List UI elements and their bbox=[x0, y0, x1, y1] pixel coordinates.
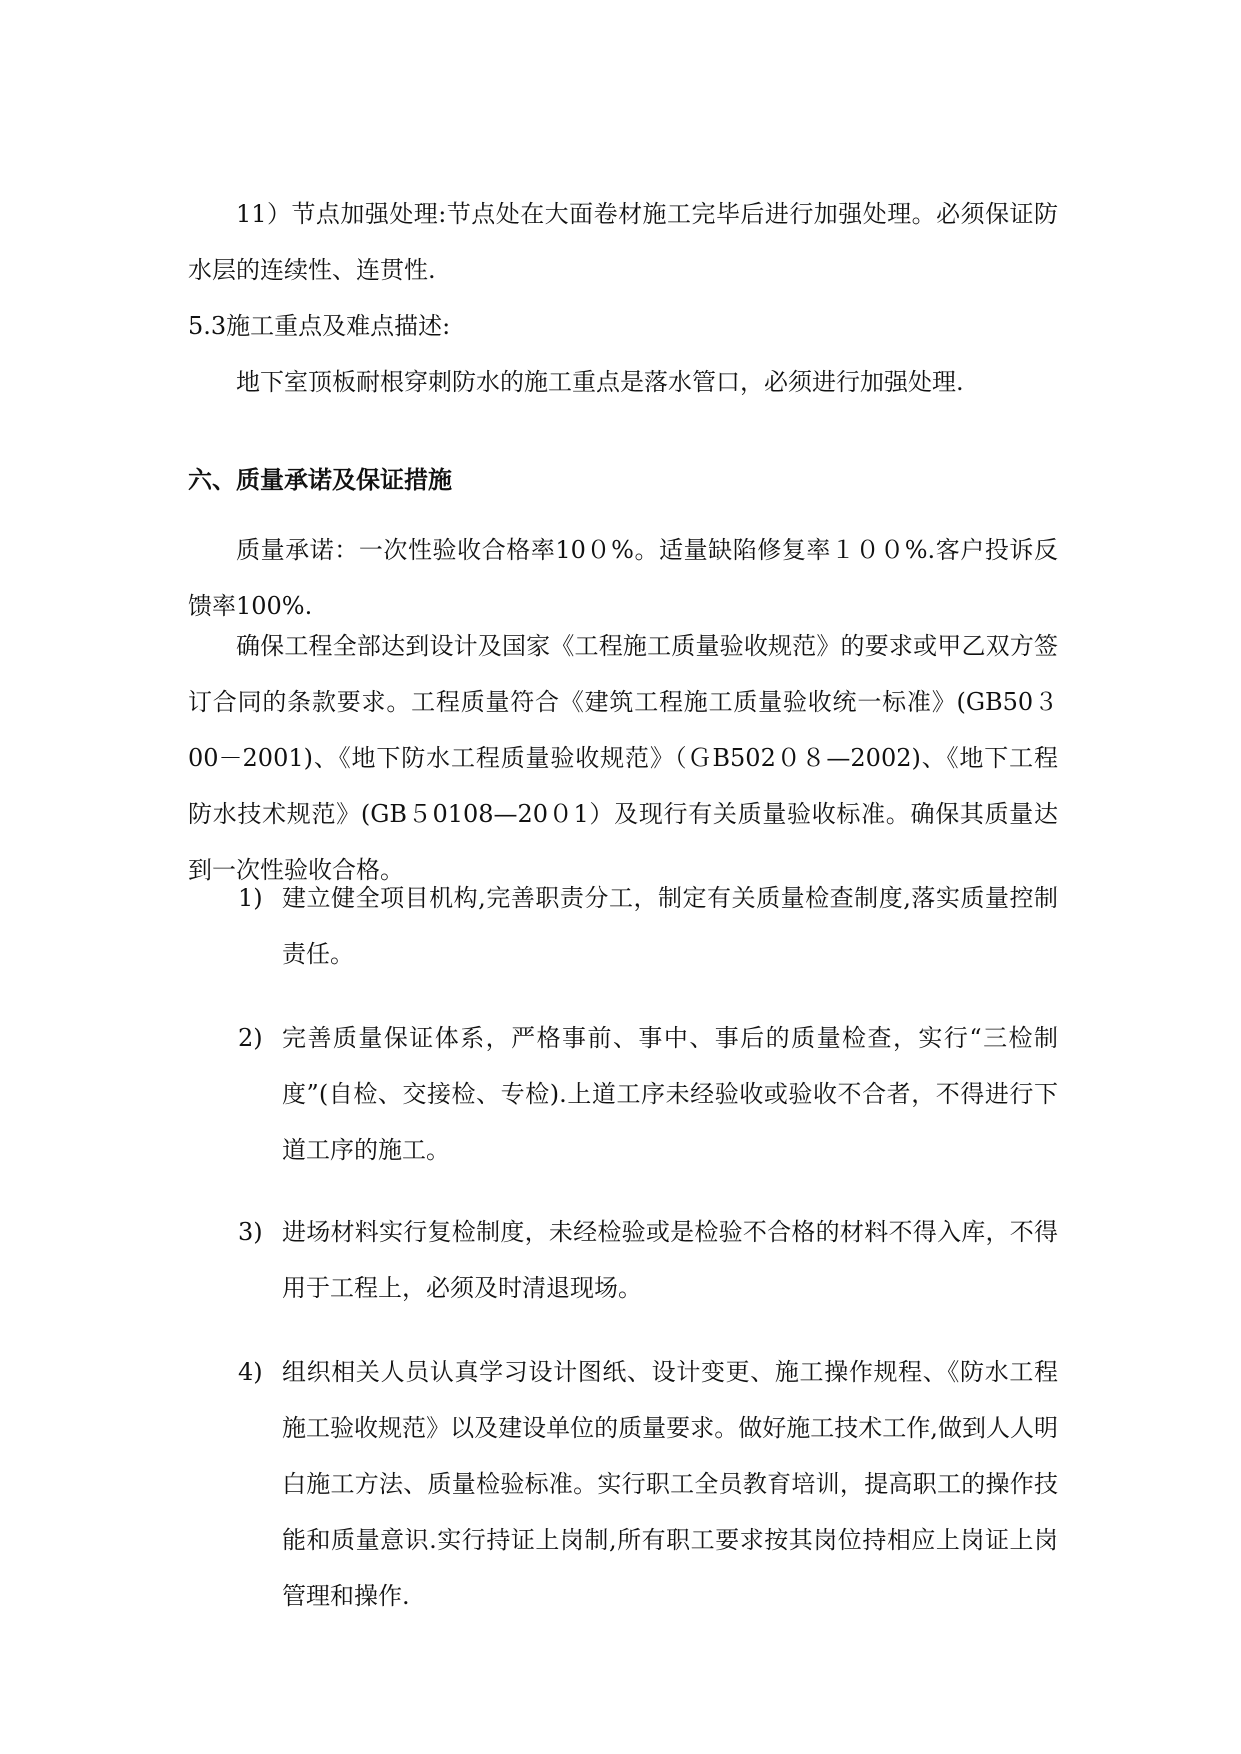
list-item-text: 完善质量保证体系，严格事前、事中、事后的质量检查，实行“三检制度”(自检、交接检、专检).上道工序未经验收或验收不合者，不得进行下道工序的施工。 bbox=[282, 1024, 1058, 1164]
list-item-text: 建立健全项目机构,完善职责分工，制定有关质量检查制度,落实质量控制责任。 bbox=[282, 884, 1058, 968]
list-item-text: 进场材料实行复检制度，未经检验或是检验不合格的材料不得入库，不得用于工程上，必须及时清退现场。 bbox=[282, 1218, 1058, 1302]
section-heading-quality: 六、质量承诺及保证措施 bbox=[188, 465, 452, 494]
subsection-heading-5-3: 5.3施工重点及难点描述: bbox=[188, 312, 451, 340]
paragraph-quality-standards: 确保工程全部达到设计及国家《工程施工质量验收规范》的要求或甲乙双方签订合同的条款要求。工程质量符合《建筑工程施工质量验收统一标准》(GB50３00－2001)、《地下防水工程质量验收规范》（ＧB502０８—2002)、《地下工程防水技术规范》(GB５0108—20０1）及现行有关质量验收标准。确保其质量达到一次性验收合格。 bbox=[188, 632, 1058, 884]
list-item-text: 组织相关人员认真学习设计图纸、设计变更、施工操作规程、《防水工程施工验收规范》以及建设单位的质量要求。做好施工技术工作,做到人人明白施工方法、质量检验标准。实行职工全员教育培训，提高职工的操作技能和质量意识.实行持证上岗制,所有职工要求按其岗位持相应上岗证上岗管理和操作. bbox=[282, 1358, 1058, 1610]
paragraph-key-points: 地下室顶板耐根穿刺防水的施工重点是落水管口，必须进行加强处理. bbox=[236, 368, 964, 396]
list-item-number: 1) bbox=[238, 884, 263, 912]
paragraph-node-reinforcement: 11）节点加强处理:节点处在大面卷材施工完毕后进行加强处理。必须保证防水层的连续性、连贯性. bbox=[188, 200, 1058, 284]
list-item-number: 2) bbox=[238, 1024, 263, 1052]
list-item-number: 3) bbox=[238, 1218, 263, 1246]
paragraph-quality-promise: 质量承诺：一次性验收合格率10０%。适量缺陷修复率１００%.客户投诉反馈率100%. bbox=[188, 536, 1058, 620]
list-item-number: 4) bbox=[238, 1358, 263, 1386]
